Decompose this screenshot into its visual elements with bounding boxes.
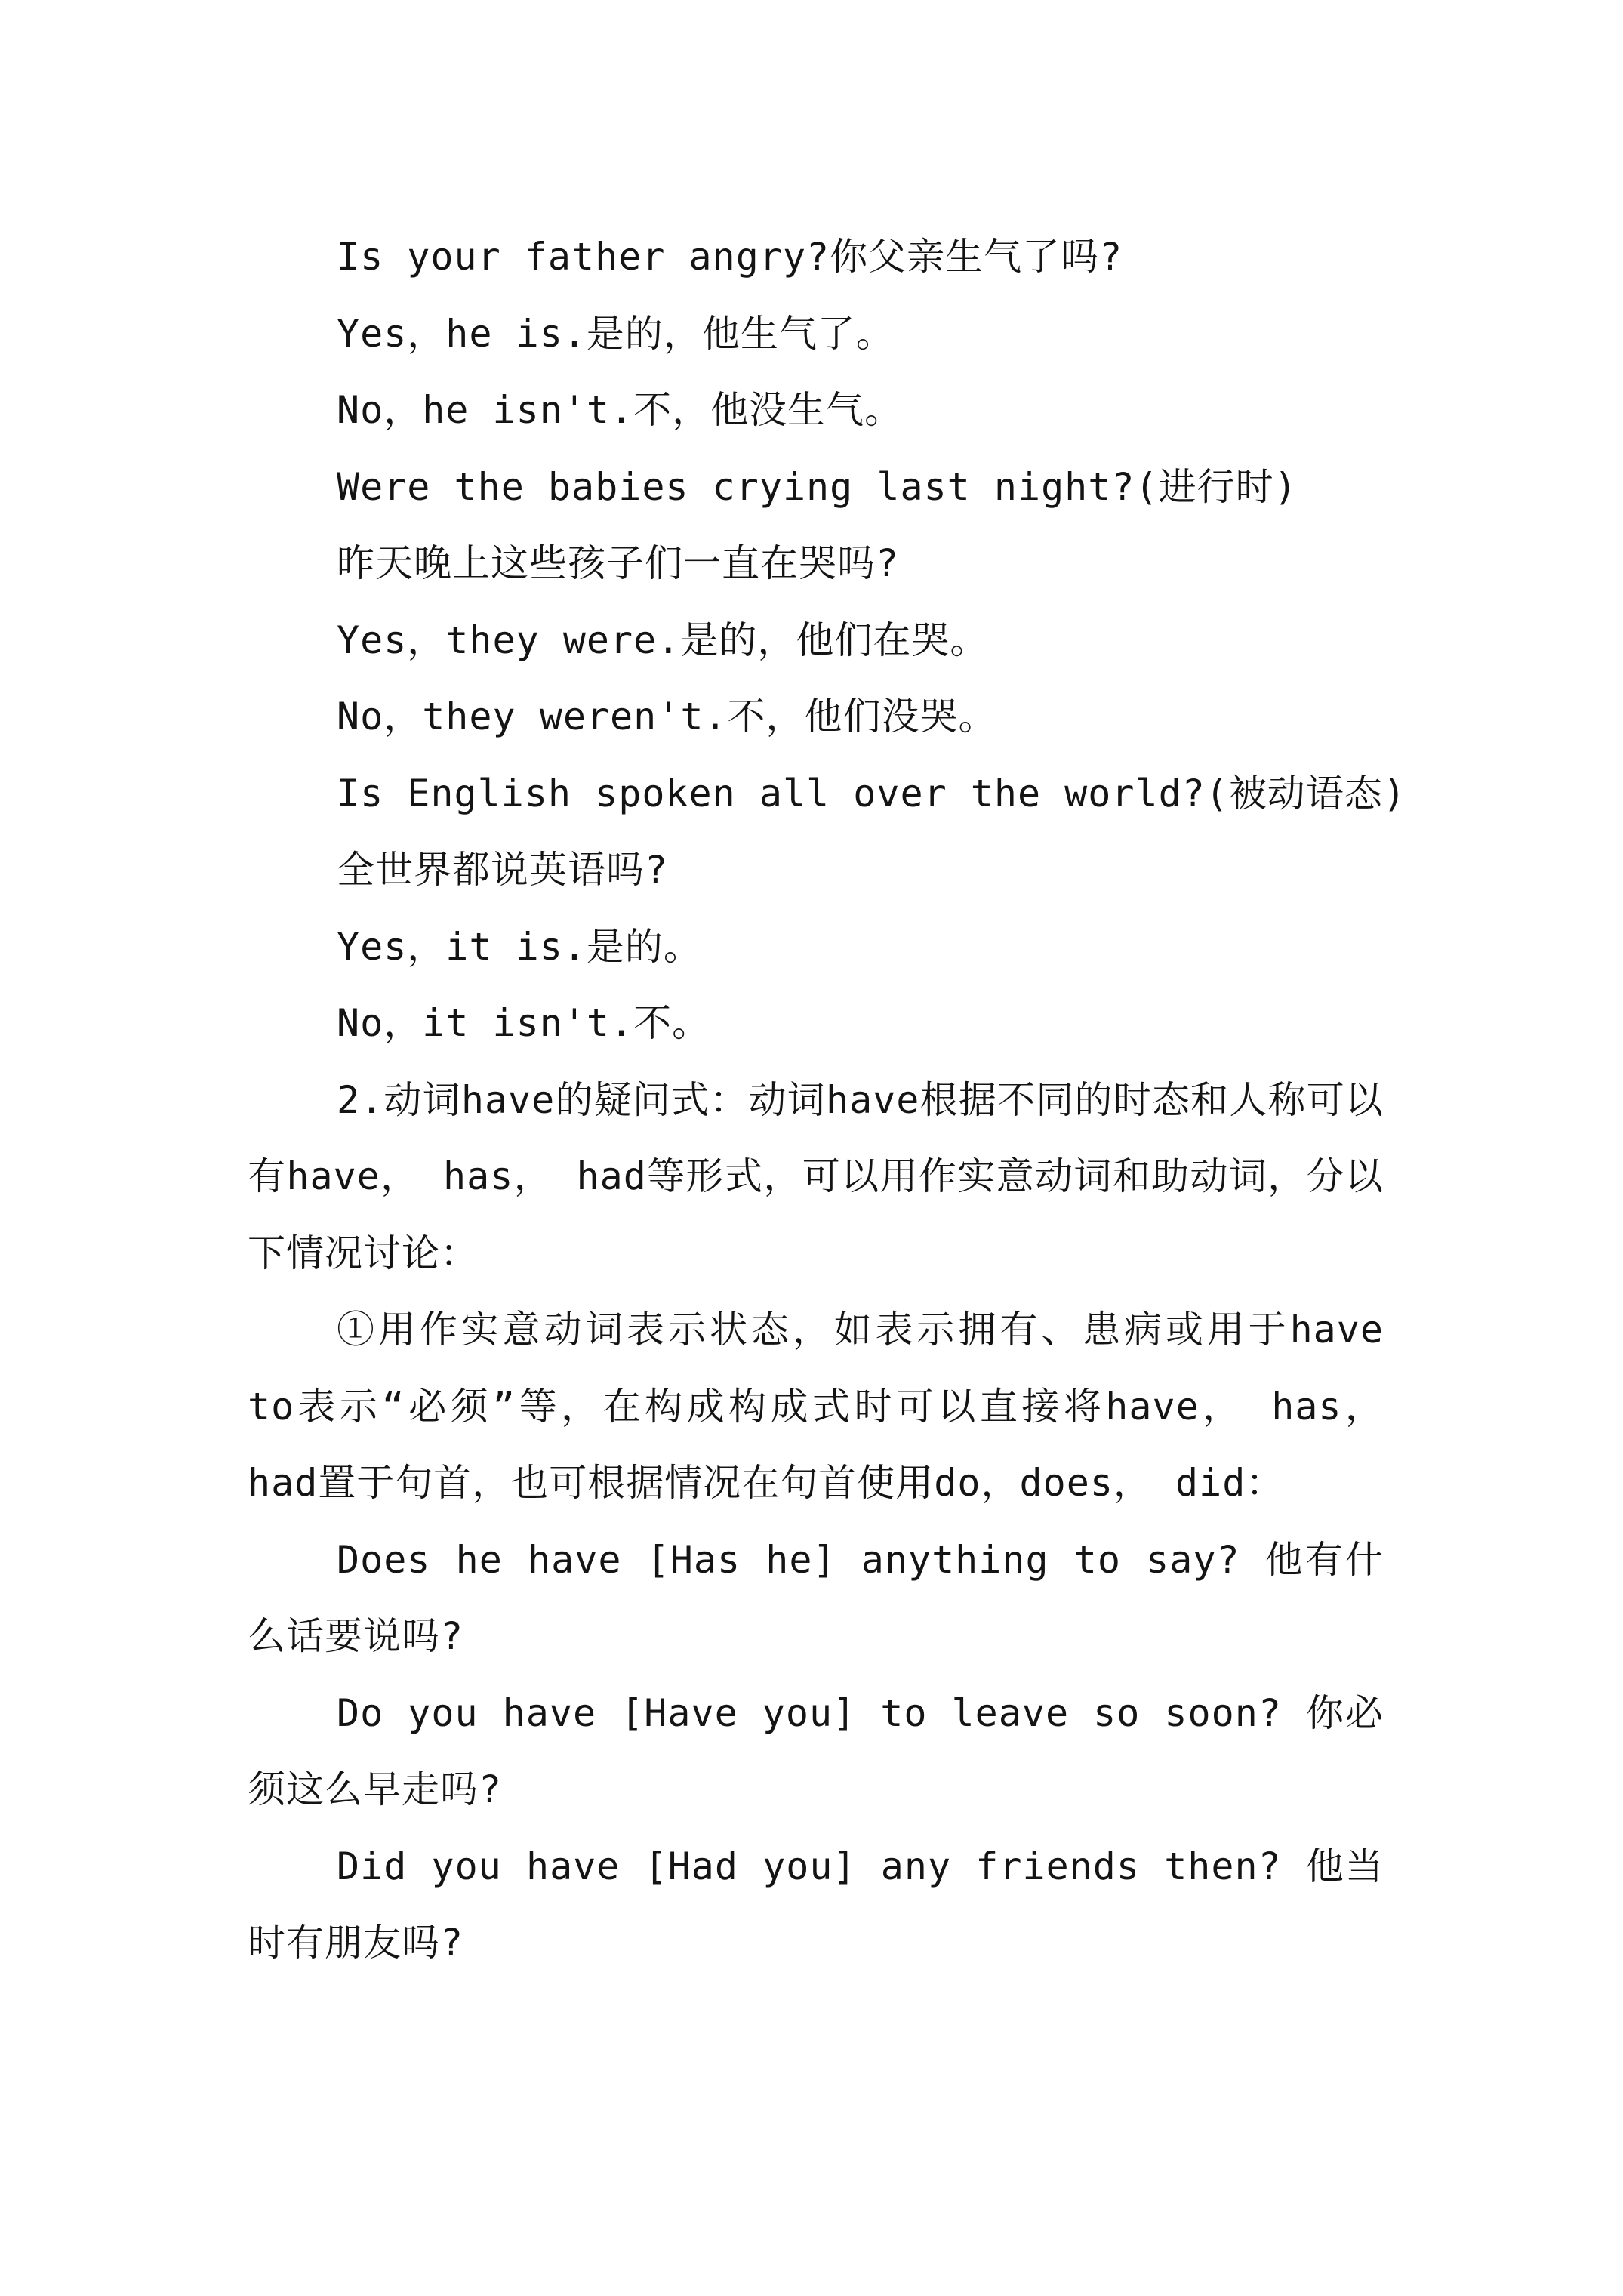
- example-answer-yes: Yes，it is.是的。: [337, 924, 702, 969]
- example-question: Is English spoken all over the world?(被动语态): [337, 771, 1406, 815]
- example-paragraph: Does he have [Has he] anything to say? 他有什么话要说吗?: [248, 1537, 1384, 1658]
- example-answer-no: No，it isn't.不。: [337, 1001, 711, 1045]
- rule-paragraph: ①用作实意动词表示状态，如表示拥有、患病或用于have to表示“必须”等，在构成构成式时可以直接将have， has， had置于句首，也可根据情况在句首使用do，does， did：: [248, 1308, 1384, 1505]
- example-answer-yes: Yes，he is.是的，他生气了。: [337, 311, 895, 356]
- example-translation: 全世界都说英语吗?: [337, 848, 669, 892]
- example-paragraph: Do you have [Have you] to leave so soon? 你必须这么早走吗?: [248, 1690, 1384, 1811]
- example-answer-no: No，he isn't.不，他没生气。: [337, 388, 904, 432]
- example-answer-yes: Yes，they were.是的，他们在哭。: [337, 618, 989, 662]
- section-paragraph: 2.动词have的疑问式：动词have根据不同的时态和人称可以有have， has， had等形式，可以用作实意动词和助动词，分以下情况讨论：: [248, 1077, 1384, 1275]
- example-question: Were the babies crying last night?(进行时): [337, 464, 1298, 509]
- example-paragraph: Did you have [Had you] any friends then? 他当时有朋友吗?: [248, 1844, 1384, 1965]
- example-answer-no: No，they weren't.不，他们没哭。: [337, 695, 997, 738]
- example-translation: 昨天晚上这些孩子们一直在哭吗?: [337, 541, 900, 585]
- document-body: [248, 219, 1406, 1982]
- example-question: Is your father angry?你父亲生气了吗?: [337, 235, 1123, 279]
